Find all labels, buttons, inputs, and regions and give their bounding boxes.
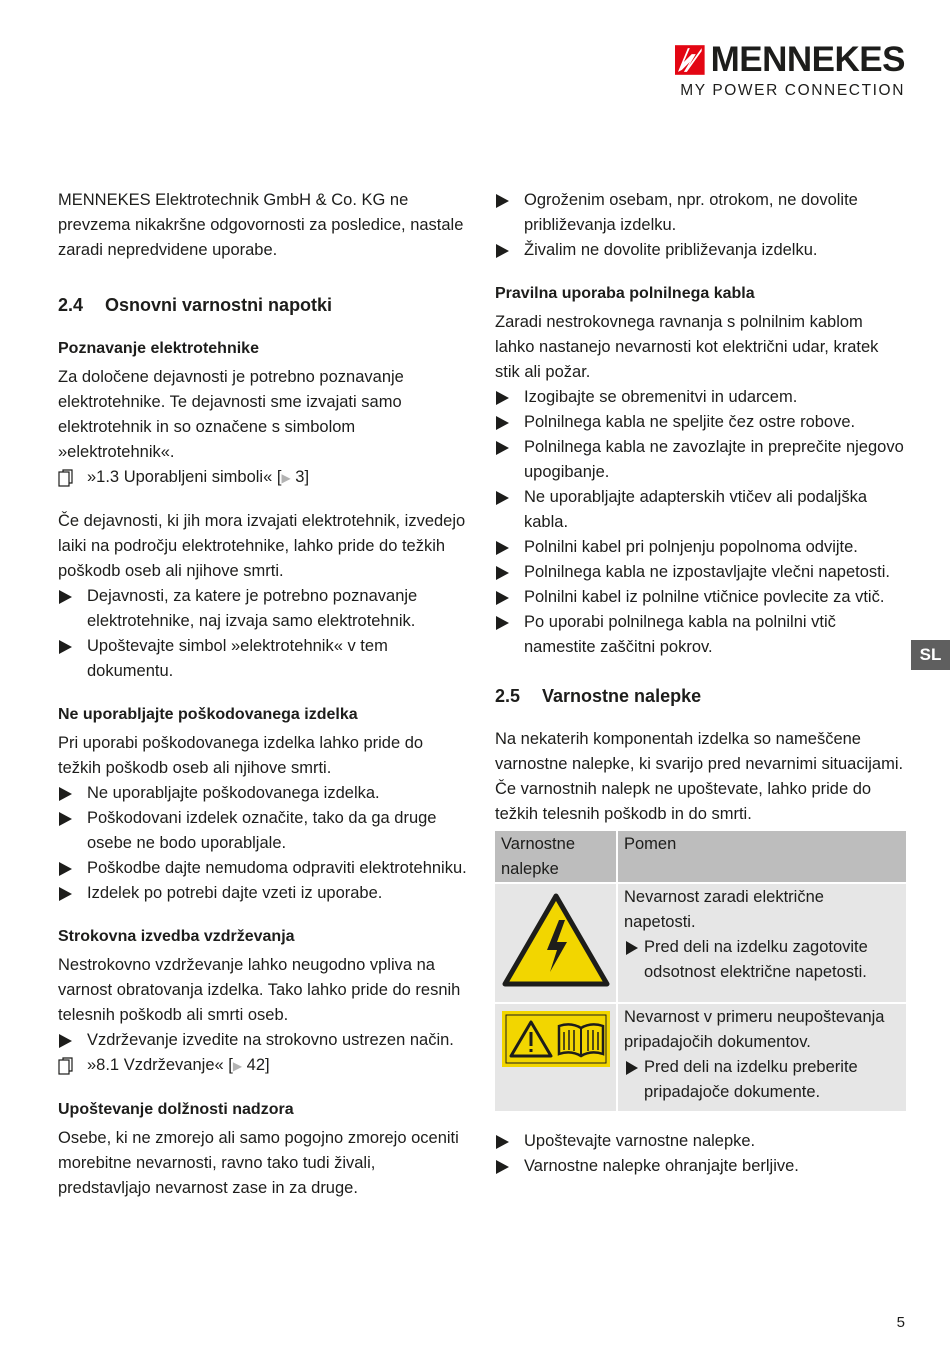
list-item: Poškodovani izdelek označite, tako da ga druge osebe ne bodo uporabljale.: [58, 806, 470, 856]
section-title: Osnovni varnostni napotki: [105, 295, 333, 315]
list-item: Po uporabi polnilnega kabla na polnilni vtič namestite zaščitni pokrov.: [495, 610, 905, 660]
paragraph-maintenance: Nestrokovno vzdrževanje lahko neugodno vpliva na varnost obratovanja izdelka. Tako lahko pride do resnih telesnih poškodb ali smrti oseb.: [58, 956, 461, 1024]
bullet-list-damaged-product: [58, 781, 470, 906]
list-item: Izogibajte se obremenitvi in udarcem.: [495, 385, 905, 410]
brand-tagline: MY POWER CONNECTION: [680, 82, 905, 99]
meaning-bullets: [624, 1055, 900, 1105]
mennekes-logo-icon: [675, 45, 705, 75]
list-item: Pred deli na izdelku zagotovite odsotnost električne napetosti.: [624, 935, 900, 985]
table-cell-symbol: [495, 1003, 617, 1111]
list-item: Izdelek po potrebi dajte vzeti iz uporabe.: [58, 881, 470, 906]
paragraph-electrotechnics-2: Če dejavnosti, ki jih mora izvajati elektrotehnik, izvedejo laiki na področju elektrotehnike, lahko pride do težkih poškodb oseb ali njihove smrti.: [58, 512, 466, 580]
left-column: [58, 188, 470, 1201]
list-item: Ne uporabljajte adapterskih vtičev ali podaljška kabla.: [495, 485, 905, 535]
list-item: Poškodbe dajte nemudoma odpraviti elektrotehniku.: [58, 856, 470, 881]
paragraph-electrotechnics: Za določene dejavnosti je potrebno poznavanje elektrotehnike. Te dejavnosti sme izvajati samo elektrotehnik in so označene s simbolom »elektrotehnik«.: [58, 368, 404, 461]
brand-name: MENNEKES: [710, 40, 905, 79]
meaning-text: Nevarnost v primeru neupoštevanja pripadajočih dokumentov.: [624, 1008, 885, 1051]
bullet-list-maintenance: [58, 1028, 470, 1053]
right-column: [495, 188, 905, 1179]
language-tab: SL: [911, 640, 950, 670]
reference-text: »8.1 Vzdrževanje« [: [87, 1056, 233, 1074]
bullet-list-safety-labels: [495, 1129, 905, 1179]
list-item: Dejavnosti, za katere je potrebno poznavanje elektrotehnike, naj izvaja samo elektrotehnik.: [58, 584, 470, 634]
list-item: Varnostne nalepke ohranjajte berljive.: [495, 1154, 905, 1179]
table-cell-meaning: [617, 1003, 906, 1111]
paragraph-safety-labels: Na nekaterih komponentah izdelka so nameščene varnostne nalepke, ki svarijo pred nevarnimi situacijami. Če varnostnih nalepk ne upoštevate, lahko pride do težkih telesnih poškodb in do smrti.: [495, 730, 904, 823]
table-header-labels: Varnostne nalepke: [495, 831, 617, 883]
bullet-list-supervision: [495, 188, 905, 263]
list-item: Pred deli na izdelku preberite pripadajoče dokumente.: [624, 1055, 900, 1105]
section-heading-2-5: [495, 684, 905, 709]
safety-labels-table: [495, 831, 906, 1111]
list-item: Polnilnega kabla ne speljite čez ostre robove.: [495, 410, 905, 435]
table-row: [495, 883, 906, 1003]
page-arrow-icon: ▶: [281, 471, 291, 485]
document-reference-icon: [58, 469, 74, 487]
list-item: Vzdrževanje izvedite na strokovno ustrezen način.: [58, 1028, 470, 1053]
reference-text: »1.3 Uporabljeni simboli« [: [87, 468, 282, 486]
high-voltage-warning-icon: [501, 890, 611, 990]
page-number: 5: [896, 1314, 905, 1331]
bullet-list-electrotechnics: [58, 584, 470, 684]
section-heading-2-4: [58, 293, 470, 318]
table-header-row: [495, 831, 906, 883]
list-item: Polnilni kabel iz polnilne vtičnice povlecite za vtič.: [495, 585, 905, 610]
list-item: Polnilnega kabla ne izpostavljajte vlečni napetosti.: [495, 560, 905, 585]
subheading-electrotechnics: Poznavanje elektrotehnike: [58, 340, 259, 357]
list-item: Upoštevajte varnostne nalepke.: [495, 1129, 905, 1154]
paragraph-supervision: Osebe, ki ne zmorejo ali samo pogojno zmorejo oceniti morebitne nevarnosti, ravno tako tudi živali, predstavljajo nevarnost zase in za druge.: [58, 1129, 459, 1197]
list-item: Živalim ne dovolite približevanja izdelku.: [495, 238, 905, 263]
intro-paragraph: MENNEKES Elektrotechnik GmbH & Co. KG ne prevzema nikakršne odgovornosti za posledice, nastale zaradi nepredvidene uporabe.: [58, 191, 464, 259]
document-reference-icon: [58, 1057, 74, 1075]
subheading-damaged-product: Ne uporabljajte poškodovanega izdelka: [58, 706, 358, 723]
meaning-text: Nevarnost zaradi električne napetosti.: [624, 888, 824, 931]
page-arrow-icon: ▶: [232, 1059, 243, 1073]
bullet-list-charging-cable: [495, 385, 905, 660]
table-row: [495, 1003, 906, 1111]
meaning-bullets: [624, 935, 900, 985]
paragraph-damaged-product: Pri uporabi poškodovanega izdelka lahko pride do težkih poškodb oseb ali njihove smrti.: [58, 734, 424, 777]
list-item: Polnilnega kabla ne zavozlajte in preprečite njegovo upogibanje.: [495, 435, 905, 485]
paragraph-charging-cable: Zaradi nestrokovnega ravnanja s polnilnim kablom lahko nastanejo nevarnosti kot električni udar, kratek stik ali požar.: [495, 313, 879, 381]
cross-reference[interactable]: [58, 1053, 470, 1079]
subheading-supervision: Upoštevanje dolžnosti nadzora: [58, 1101, 294, 1118]
subheading-charging-cable: Pravilna uporaba polnilnega kabla: [495, 285, 755, 302]
read-manual-warning-icon: [501, 1010, 611, 1068]
reference-page: 42]: [242, 1056, 270, 1074]
reference-page: 3]: [290, 468, 310, 486]
table-cell-symbol: [495, 883, 617, 1003]
table-cell-meaning: [617, 883, 906, 1003]
brand-logo: [675, 40, 905, 100]
section-title: Varnostne nalepke: [542, 686, 702, 706]
table-header-meaning: Pomen: [617, 831, 906, 883]
list-item: Ogroženim osebam, npr. otrokom, ne dovolite približevanja izdelku.: [495, 188, 905, 238]
cross-reference[interactable]: [58, 465, 470, 491]
section-number: 2.5: [495, 686, 521, 706]
list-item: Polnilni kabel pri polnjenju popolnoma odvijte.: [495, 535, 905, 560]
subheading-maintenance: Strokovna izvedba vzdrževanja: [58, 928, 295, 945]
list-item: Upoštevajte simbol »elektrotehnik« v tem dokumentu.: [58, 634, 470, 684]
list-item: Ne uporabljajte poškodovanega izdelka.: [58, 781, 470, 806]
section-number: 2.4: [58, 295, 84, 315]
